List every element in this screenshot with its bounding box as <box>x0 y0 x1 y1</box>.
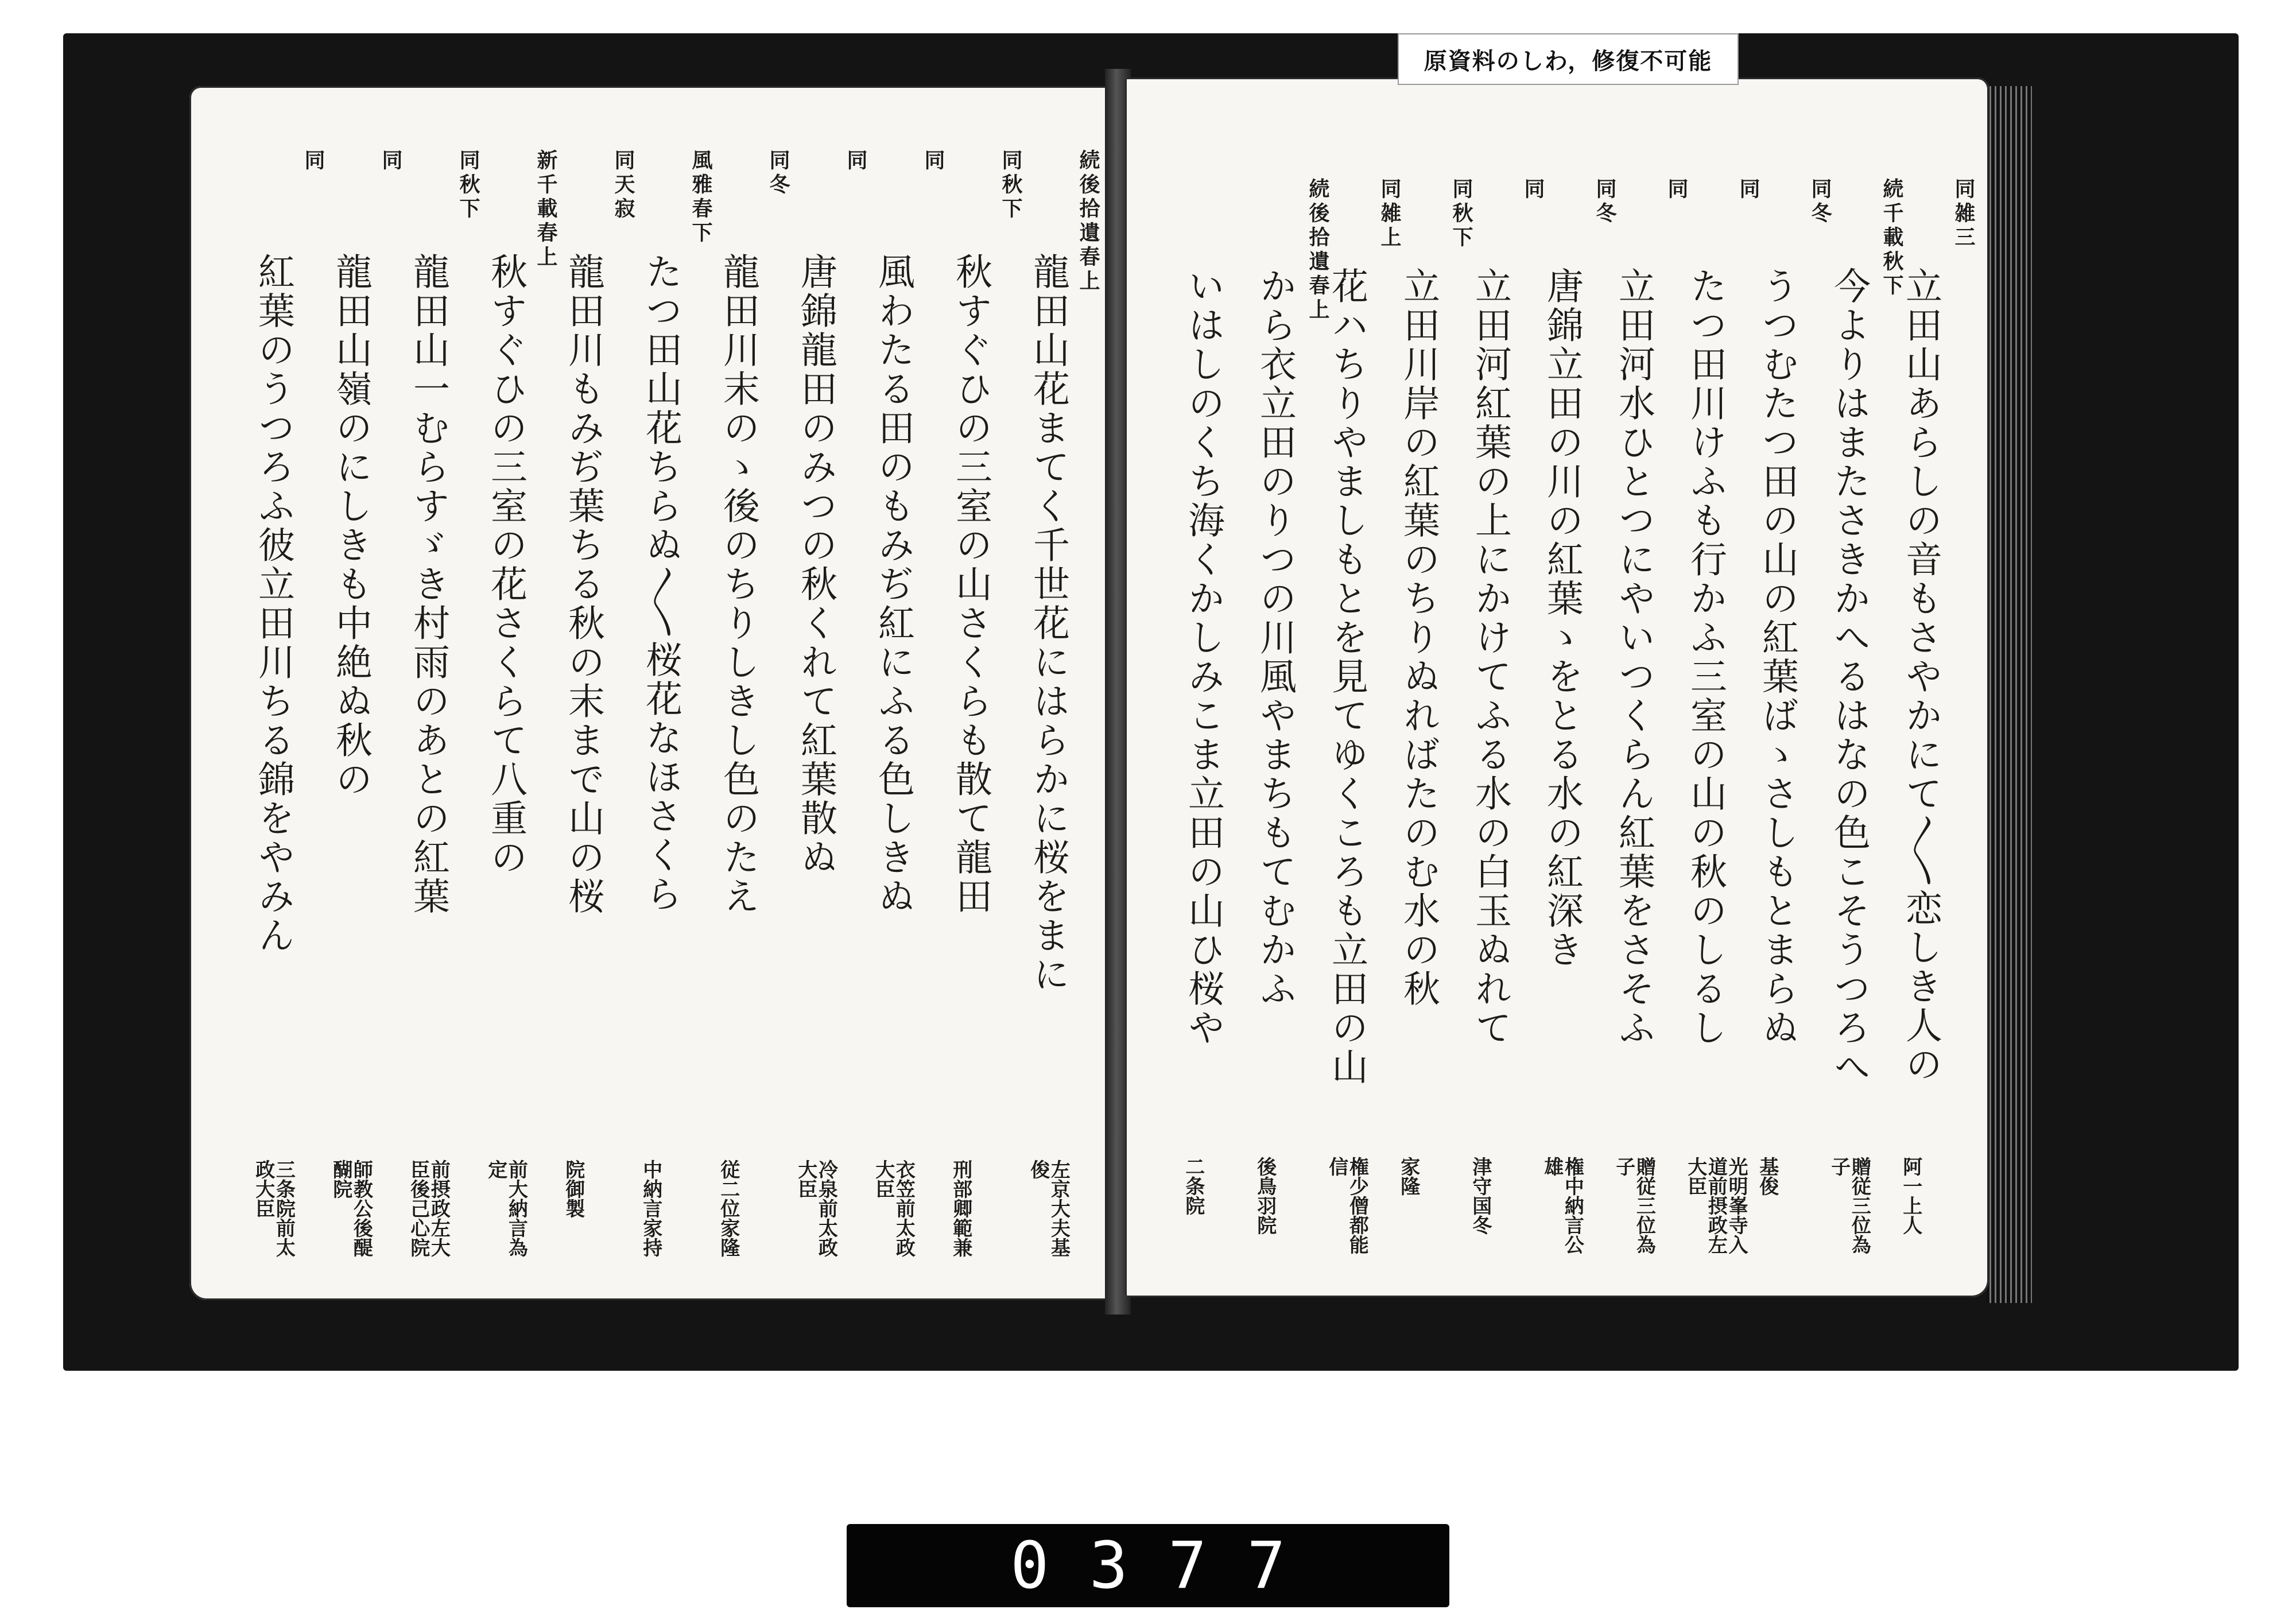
right-source-2: 続千載秋下 <box>1880 178 1903 298</box>
left-verse-2: 秋すぐひの三室の山さくらも散て龍田 <box>949 253 992 916</box>
right-author-2: 贈従三位為子 <box>1827 1157 1871 1254</box>
left-author-5: 従二位家隆 <box>716 1160 740 1257</box>
left-verse-4: 唐錦龍田のみつの秋くれて紅葉散ぬ <box>794 253 837 877</box>
page-number: 0377 <box>1010 1528 1326 1603</box>
right-author-8: 家隆 <box>1397 1157 1420 1196</box>
right-verse-5: 立田河水ひとつにやいつくらん紅葉をさそふ <box>1612 267 1655 1048</box>
restoration-note-label: 原資料のしわ，修復不可能 <box>1398 33 1739 85</box>
left-source-11: 同 <box>301 149 325 173</box>
left-verse-10: 龍田山嶺のにしきも中絶ぬ秋の <box>329 253 372 799</box>
right-source-10: 続後拾遺春上 <box>1306 178 1329 323</box>
left-verse-5: 龍田川末のゝ後のちりしきし色のたえ <box>717 253 759 916</box>
left-author-3: 衣笠前太政大臣 <box>871 1160 916 1257</box>
left-source-10: 同 <box>379 149 402 173</box>
right-author-9: 権少僧都能信 <box>1325 1157 1369 1254</box>
left-author-11: 三条院前太政大臣 <box>251 1160 296 1257</box>
left-source-1: 続後拾遺春上 <box>1076 149 1100 294</box>
right-verse-1: 立田山あらしの音もさやかにて〳〵恋しき人の <box>1899 267 1942 1084</box>
right-source-8: 同秋下 <box>1449 178 1473 250</box>
left-author-7: 院御製 <box>561 1160 585 1218</box>
left-verse-6: たつ田山花ちらぬ〳〵桜花なほさくら <box>639 253 682 914</box>
right-author-1: 阿一上人 <box>1899 1157 1922 1235</box>
left-author-1: 左京大夫基俊 <box>1026 1160 1071 1257</box>
left-source-3: 同 <box>921 149 945 173</box>
right-source-9: 同雑上 <box>1378 178 1401 250</box>
left-verse-11: 紅葉のうつろふ彼立田川ちる錦をやみん <box>252 253 294 955</box>
left-author-8: 前大納言為定 <box>484 1160 528 1257</box>
right-author-4: 光明峯寺入道前摂政左大臣 <box>1684 1157 1748 1254</box>
left-source-4: 同 <box>844 149 867 173</box>
right-source-6: 同冬 <box>1593 178 1616 226</box>
right-verse-9: 花ハちりやましもとを見てゆくころも立田の山 <box>1325 267 1368 1087</box>
right-verse-7: 立田河紅葉の上にかけてふる水の白玉ぬれて <box>1469 267 1511 1048</box>
left-source-8: 新千載春上 <box>534 149 557 270</box>
left-verse-3: 風わたる田のもみぢ紅にふる色しきぬ <box>872 253 914 916</box>
left-verse-1: 龍田山花まてく千世花にはらかに桜をまに <box>1027 253 1069 994</box>
right-verse-6: 唐錦立田の川の紅葉ゝをとる水の紅深き <box>1541 267 1583 970</box>
left-source-5: 同冬 <box>766 149 790 197</box>
left-verse-7: 龍田川もみぢ葉ちる秋の末まで山の桜 <box>562 253 604 916</box>
left-source-2: 同秋下 <box>999 149 1022 222</box>
left-page <box>189 86 1108 1300</box>
right-page-edges <box>1986 86 2032 1303</box>
right-verse-3: うつむたつ田の山の紅葉ばゝさしもとまらぬ <box>1756 267 1798 1048</box>
left-source-7: 同天寂 <box>611 149 635 222</box>
right-verse-2: 今よりはまたさきかへるはなの色こそうつろへ <box>1828 267 1870 1087</box>
right-verse-4: たつ田川けふも行かふ三室の山の秋のしるし <box>1684 267 1727 1048</box>
right-source-1: 同雑三 <box>1952 178 1975 250</box>
left-author-2: 刑部卿範兼 <box>949 1160 972 1257</box>
left-source-6: 風雅春下 <box>689 149 712 246</box>
left-author-10: 師教公後醍醐院 <box>329 1160 373 1257</box>
right-verse-11: いはしのくち海くかしみこま立田の山ひ桜や <box>1182 267 1224 1048</box>
right-source-7: 同 <box>1521 178 1545 202</box>
right-source-5: 同 <box>1665 178 1688 202</box>
left-verse-9: 龍田山一むらすゞき村雨のあとの紅葉 <box>407 253 449 916</box>
right-author-7: 津守国冬 <box>1468 1157 1492 1235</box>
right-verse-8: 立田川岸の紅葉のちりぬればたのむ水の秋 <box>1397 267 1440 1009</box>
left-author-9: 前摂政左大臣後己心院 <box>406 1160 451 1257</box>
left-author-4: 冷泉前太政大臣 <box>794 1160 838 1257</box>
left-source-9: 同秋下 <box>456 149 480 222</box>
left-verse-8: 秋すぐひの三室の花さくらて八重の <box>484 253 527 877</box>
left-author-6: 中納言家持 <box>639 1160 662 1257</box>
right-author-11: 二条院 <box>1181 1157 1205 1215</box>
right-verse-10: から衣立田のりつの川風やまちもてむかふ <box>1254 267 1296 1009</box>
right-author-6: 権中納言公雄 <box>1540 1157 1584 1254</box>
right-author-10: 後鳥羽院 <box>1253 1157 1277 1235</box>
right-source-3: 同冬 <box>1808 178 1832 226</box>
right-author-3: 基俊 <box>1755 1157 1779 1196</box>
right-source-4: 同 <box>1736 178 1760 202</box>
right-page <box>1125 77 1989 1297</box>
right-author-5: 贈従三位為子 <box>1612 1157 1656 1254</box>
